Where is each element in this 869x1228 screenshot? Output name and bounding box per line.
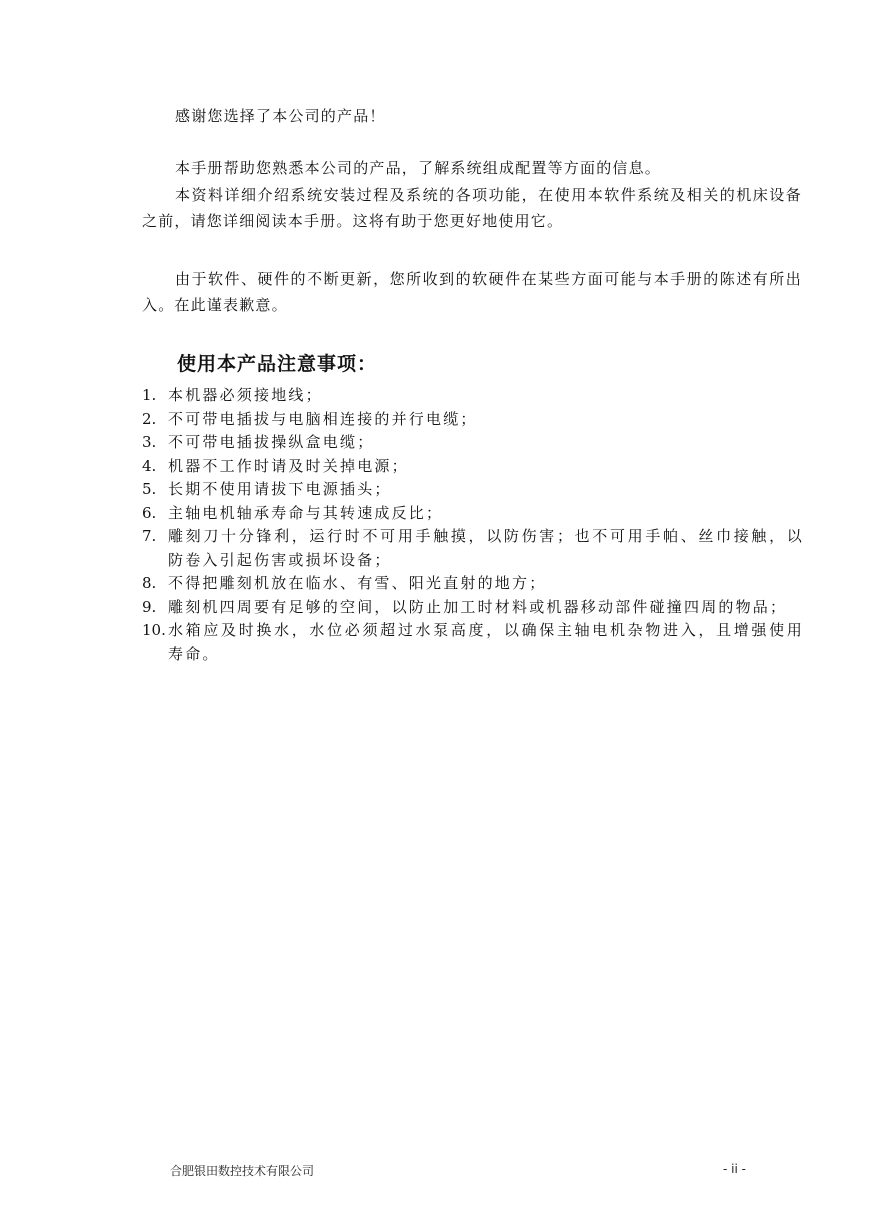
list-item	[142, 478, 804, 502]
item-text: 雕刻刀十分锋利，运行时不可用手触摸，以防伤害；也不可用手帕、丝巾接触，以防卷入引起伤害或损坏设备；	[168, 527, 804, 569]
notes-list	[142, 384, 804, 666]
item-text: 不可带电插拔操纵盒电缆；	[168, 433, 375, 451]
item-text: 主轴电机轴承寿命与其转速成反比；	[168, 503, 444, 522]
item-text: 不可带电插拔与电脑相连接的并行电缆；	[168, 409, 478, 428]
item-number: 10.	[142, 621, 166, 639]
item-number: 2.	[142, 409, 157, 428]
manual-detail-paragraph: 本资料详细介绍系统安装过程及系统的各项功能，在使用本软件系统及相关的机床设备之前，请您详细阅读本手册。这将有助于您更好地使用它。	[142, 186, 802, 230]
item-text: 水箱应及时换水，水位必须超过水泵高度，以确保主轴电机杂物进入，且增强使用寿命。	[168, 621, 804, 663]
list-item	[142, 455, 804, 479]
list-item	[142, 596, 804, 620]
footer-company-name: 合肥银田数控技术有限公司	[170, 1164, 315, 1178]
item-text: 不得把雕刻机放在临水、有雪、阳光直射的地方；	[168, 574, 547, 592]
item-text: 本机器必须接地线；	[168, 386, 323, 404]
thank-you-paragraph: 感谢您选择了本公司的产品！	[175, 107, 386, 125]
footer-page-number: - ii -	[723, 1162, 746, 1176]
item-text: 雕刻机四周要有足够的空间，以防止加工时材料或机器移动部件碰撞四周的物品；	[168, 597, 788, 616]
item-number: 6.	[142, 503, 157, 522]
item-number: 8.	[142, 574, 157, 592]
list-item	[142, 572, 804, 596]
item-number: 3.	[142, 433, 157, 451]
item-number: 7.	[142, 527, 157, 545]
item-number: 1.	[142, 386, 157, 404]
item-text: 机器不工作时请及时关掉电源；	[168, 456, 409, 475]
list-item	[142, 408, 804, 432]
list-item	[142, 619, 804, 666]
list-item	[142, 431, 804, 455]
notes-heading: 使用本产品注意事项：	[177, 353, 378, 375]
item-text: 长期不使用请拔下电源插头；	[168, 480, 392, 498]
list-item	[142, 502, 804, 526]
item-number: 9.	[142, 597, 157, 616]
manual-purpose-paragraph: 本手册帮助您熟悉本公司的产品，了解系统组成配置等方面的信息。	[175, 159, 662, 177]
list-item	[142, 525, 804, 572]
item-number: 5.	[142, 480, 157, 498]
update-notice-paragraph: 由于软件、硬件的不断更新，您所收到的软硬件在某些方面可能与本手册的陈述有所出入。在此谨表歉意。	[142, 270, 802, 314]
item-number: 4.	[142, 456, 157, 475]
list-item	[142, 384, 804, 408]
